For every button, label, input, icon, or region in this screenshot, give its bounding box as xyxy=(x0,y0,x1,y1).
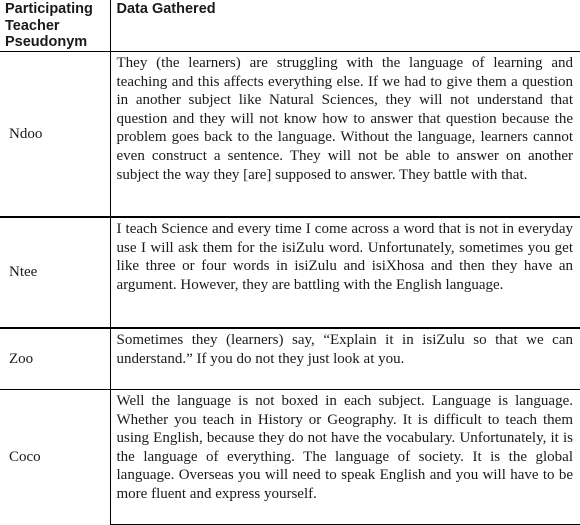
participant-name: Zoo xyxy=(0,328,110,390)
data-gathered-text: Well the language is not boxed in each subject. Language is language. Whether you teach in History or Geography. It is difficult to teach them using English, because they do not have the vocabulary. Unfortunately, it is the language of everything. The language of society. It is the global language. Overseas you will need to speak English and you will have to be more fluent and express yourself. xyxy=(110,390,580,525)
table-row xyxy=(0,52,580,218)
header-participant: Participating Teacher Pseudonym xyxy=(0,0,110,52)
table-row xyxy=(0,217,580,328)
participant-name: Ntee xyxy=(0,217,110,328)
table-header-row xyxy=(0,0,580,52)
data-gathered-text: I teach Science and every time I come across a word that is not in everyday use I will ask them for the isiZulu word. Unfortunately, sometimes you get like three or four words in isiZulu and isiXhosa and then they have an argument. However, they are battling with the English language. xyxy=(110,217,580,328)
participant-name: Ndoo xyxy=(0,52,110,218)
data-gathered-text: Sometimes they (learners) say, “Explain it in isiZulu so that we can understand.” If you do not they just look at you. xyxy=(110,328,580,390)
table-row xyxy=(0,390,580,525)
table-row xyxy=(0,328,580,390)
data-gathered-text: They (the learners) are struggling with the language of learning and teaching and this affects everything else. If we had to give them a question in another subject like Natural Sciences, they will not understand that question and they will not know how to answer that question because the problem goes back to the language. Without the language, learners cannot even construct a sentence. They will not be able to answer on another subject the way they [are] supposed to answer. They battle with that. xyxy=(110,52,580,218)
participant-name: Coco xyxy=(0,390,110,525)
header-data-gathered: Data Gathered xyxy=(116,1,216,17)
